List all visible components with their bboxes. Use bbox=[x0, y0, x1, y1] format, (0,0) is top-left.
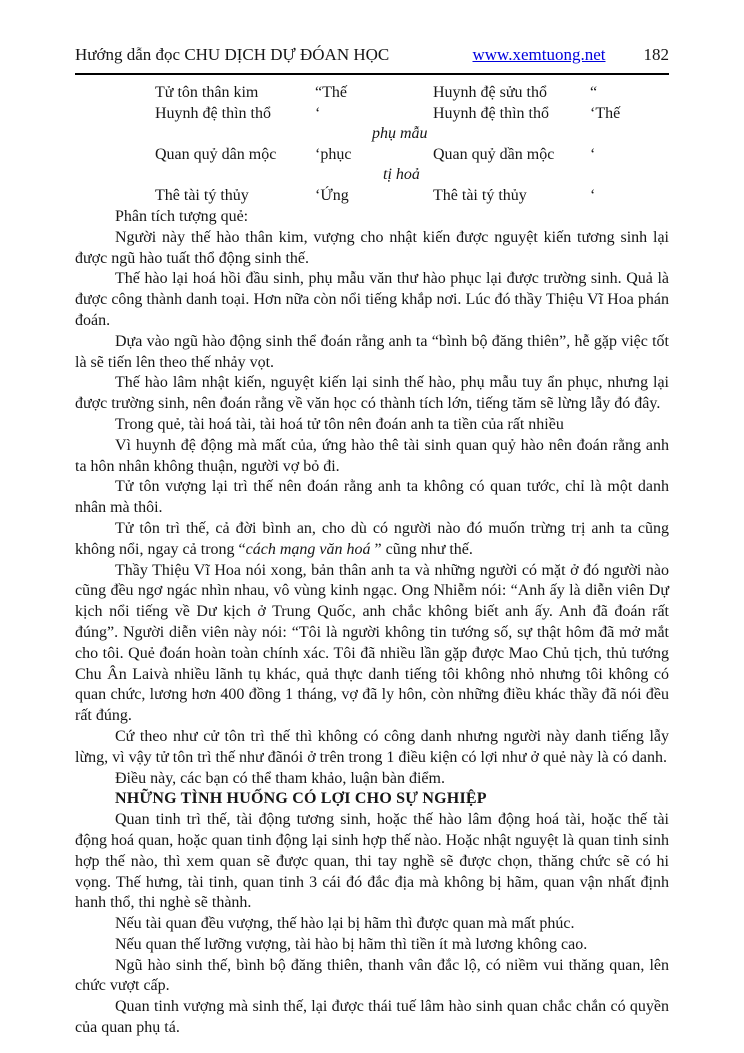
paragraph: Nếu quan thế lưỡng vượng, tài hào bị hãm thì tiền ít mà lương không cao. bbox=[115, 935, 588, 953]
header-divider bbox=[75, 73, 669, 75]
hexagram-row bbox=[155, 186, 669, 207]
hexagram-left-label: Quan quỷ dân mộc bbox=[155, 145, 277, 163]
paragraph: Quan tinh vượng mà sinh thế, lại được thái tuế lâm hào sinh quan chắc chắn có quyền của quan phụ tá. bbox=[75, 998, 669, 1037]
hexagram-left-marker: ‘Ứng bbox=[315, 186, 349, 204]
hexagram-right-label: Huynh đệ thìn thổ bbox=[433, 104, 549, 122]
paragraph: Người này thế hào thân kim, vượng cho nhật kiến được nguyệt kiến tương sinh lại được ngũ hào tuất thổ động sinh thế. bbox=[75, 228, 669, 267]
paragraph-section-label: Phân tích tượng quẻ: bbox=[115, 208, 249, 225]
paragraph: Tử tôn vượng lại trì thế nên đoán rằng anh ta không có quan tước, chỉ là một danh nhân mà thôi. bbox=[75, 478, 669, 517]
hexagram-left-marker: ‘ bbox=[315, 104, 321, 122]
page-header bbox=[75, 44, 669, 66]
paragraph: Thế hào lại hoá hồi đầu sinh, phụ mẫu văn thư hào phục lại được trường sinh. Quả là được công thành danh toại. Hơn nữa còn nổi tiếng khắp nơi. Lúc đó thầy Thiệu Vĩ Hoa phán đoán. bbox=[75, 270, 669, 329]
paragraph: Dựa vào ngũ hào động sinh thể đoán rằng anh ta “bình bộ đăng thiên”, hễ gặp việc tốt là sẽ tiến lên theo thế nhảy vọt. bbox=[75, 332, 669, 371]
paragraph bbox=[75, 519, 669, 561]
paragraph: Cứ theo như cử tôn trì thế thì không có công danh nhưng người này danh tiếng lẫy lừng, vì vậy tử tôn trì thế như đãnói ở trên trong 1 điều kiện có lợi như ở quẻ này là có danh. bbox=[75, 727, 669, 766]
paragraph-text: Tử tôn trì thế, cả đời bình an, cho dù có người nào đó muốn trừng trị anh ta cũng không nổi, ngay cả trong “ bbox=[75, 519, 669, 558]
page-number: 182 bbox=[643, 45, 669, 64]
hexagram-right-label: Quan quỷ dần mộc bbox=[433, 145, 555, 163]
hexagram-right-marker: ‘ bbox=[590, 145, 596, 163]
hexagram-row bbox=[155, 104, 669, 125]
paragraph: Quan tinh trì thế, tài động tương sinh, hoặc thế hào lâm động hoá tài, hoặc thế tài động hoá quan, hoặc quan tinh động lại sinh hợp thế nào. Hoặc nhật nguyệt là quan tinh sinh hợp thế nào, thì xem quan sẽ được quan, thi tay nghề sẽ được chọn, thăng chức sẽ có hi vọng. Thế hưng, tài tinh, quan tinh 3 cái đó đắc địa mà không bị hãm, quan vận nhất định hanh thổ, thi nghè sẽ thành. bbox=[75, 811, 669, 912]
hexagram-table bbox=[155, 83, 669, 206]
hexagram-left-label: Tử tôn thân kim bbox=[155, 84, 259, 101]
paragraph: Nếu tài quan đều vượng, thế hào lại bị hãm thì được quan mà mất phúc. bbox=[115, 915, 575, 933]
header-link[interactable]: www.xemtuong.net bbox=[472, 45, 606, 64]
hexagram-right-marker: “ bbox=[590, 84, 598, 101]
hexagram-row bbox=[155, 145, 669, 166]
hexagram-right-label: Huynh đệ sửu thổ bbox=[433, 84, 547, 101]
hexagram-center-label: tị hoả bbox=[383, 166, 420, 183]
paragraph: Ngũ hào sinh thế, bình bộ đăng thiên, thanh vân đắc lộ, có niềm vui thăng quan, lên chức vượt cấp. bbox=[75, 956, 669, 995]
paragraph-text: ” cũng như thế. bbox=[374, 540, 473, 558]
paragraph: Điều này, các bạn có thể tham khảo, luận bàn điểm. bbox=[115, 769, 445, 787]
paragraph: Trong quẻ, tài hoá tài, tài hoá tử tôn nên đoán anh ta tiền của rất nhiều bbox=[115, 415, 564, 433]
hexagram-right-marker: ‘Thế bbox=[590, 104, 621, 122]
hexagram-center-label: phụ mẫu bbox=[372, 125, 428, 142]
italic-phrase: cách mạng văn hoá bbox=[245, 540, 375, 558]
hexagram-row bbox=[155, 83, 669, 104]
hexagram-left-marker: “Thế bbox=[315, 84, 347, 101]
hexagram-left-label: Thê tài tý thủy bbox=[155, 186, 249, 204]
document-body bbox=[75, 207, 669, 1039]
hexagram-left-label: Huynh đệ thìn thổ bbox=[155, 104, 271, 122]
hexagram-left-marker: ‘phục bbox=[315, 145, 352, 163]
paragraph: Thầy Thiệu Vĩ Hoa nói xong, bản thân anh ta và những người có mặt ở đó người nào cũng đều ngơ ngác nhìn nhau, vô vùng kinh ngạc. Ong Nhiễm nói: “Anh ấy là diễn viên Dự kịch nổi tiếng về Dư kịch ở Trung Quốc, anh chắc không biết anh ấy. Anh đã đoán rất đúng”. Người diễn viên này nói: “Tôi là người không tin tướng số, sự thật hôm đã mở mắt cho tôi. Quẻ đoán hoàn toàn chính xác. Tôi đã nhiều lần gặp được Mao Chủ tịch, thủ tướng Chu Ân Laivà nhiều lãnh tụ khác, quả thực danh tiếng tôi không nhỏ nhưng tôi không có quan chức, lương hơn 400 đồng 1 tháng, vợ đã ly hôn, còn những điều khác thầy đã nói đều rất đúng. bbox=[75, 561, 669, 725]
paragraph: Vì huynh đệ động mà mất của, ứng hào thê tài sinh quan quỷ hào nên đoán rằng anh ta hôn nhân không thuận, người vợ bỏ đi. bbox=[75, 436, 669, 475]
hexagram-right-label: Thê tài tý thủy bbox=[433, 186, 527, 204]
section-heading: NHỮNG TÌNH HUỐNG CÓ LỢI CHO SỰ NGHIỆP bbox=[115, 790, 487, 808]
hexagram-center-row bbox=[155, 124, 669, 145]
header-title: Hướng dẫn đọc CHU DỊCH DỰ ĐÓAN HỌC bbox=[75, 45, 390, 64]
paragraph: Thế hào lâm nhật kiến, nguyệt kiến lại sinh thế hào, phụ mẫu tuy ẩn phục, nhưng lại được trường sinh, nên đoán rằng về văn học có thành tích lớn, tiếng tăm sẽ lừng lẫy đó đây. bbox=[75, 374, 669, 413]
hexagram-right-marker: ‘ bbox=[590, 186, 596, 204]
hexagram-center-row bbox=[155, 165, 669, 186]
